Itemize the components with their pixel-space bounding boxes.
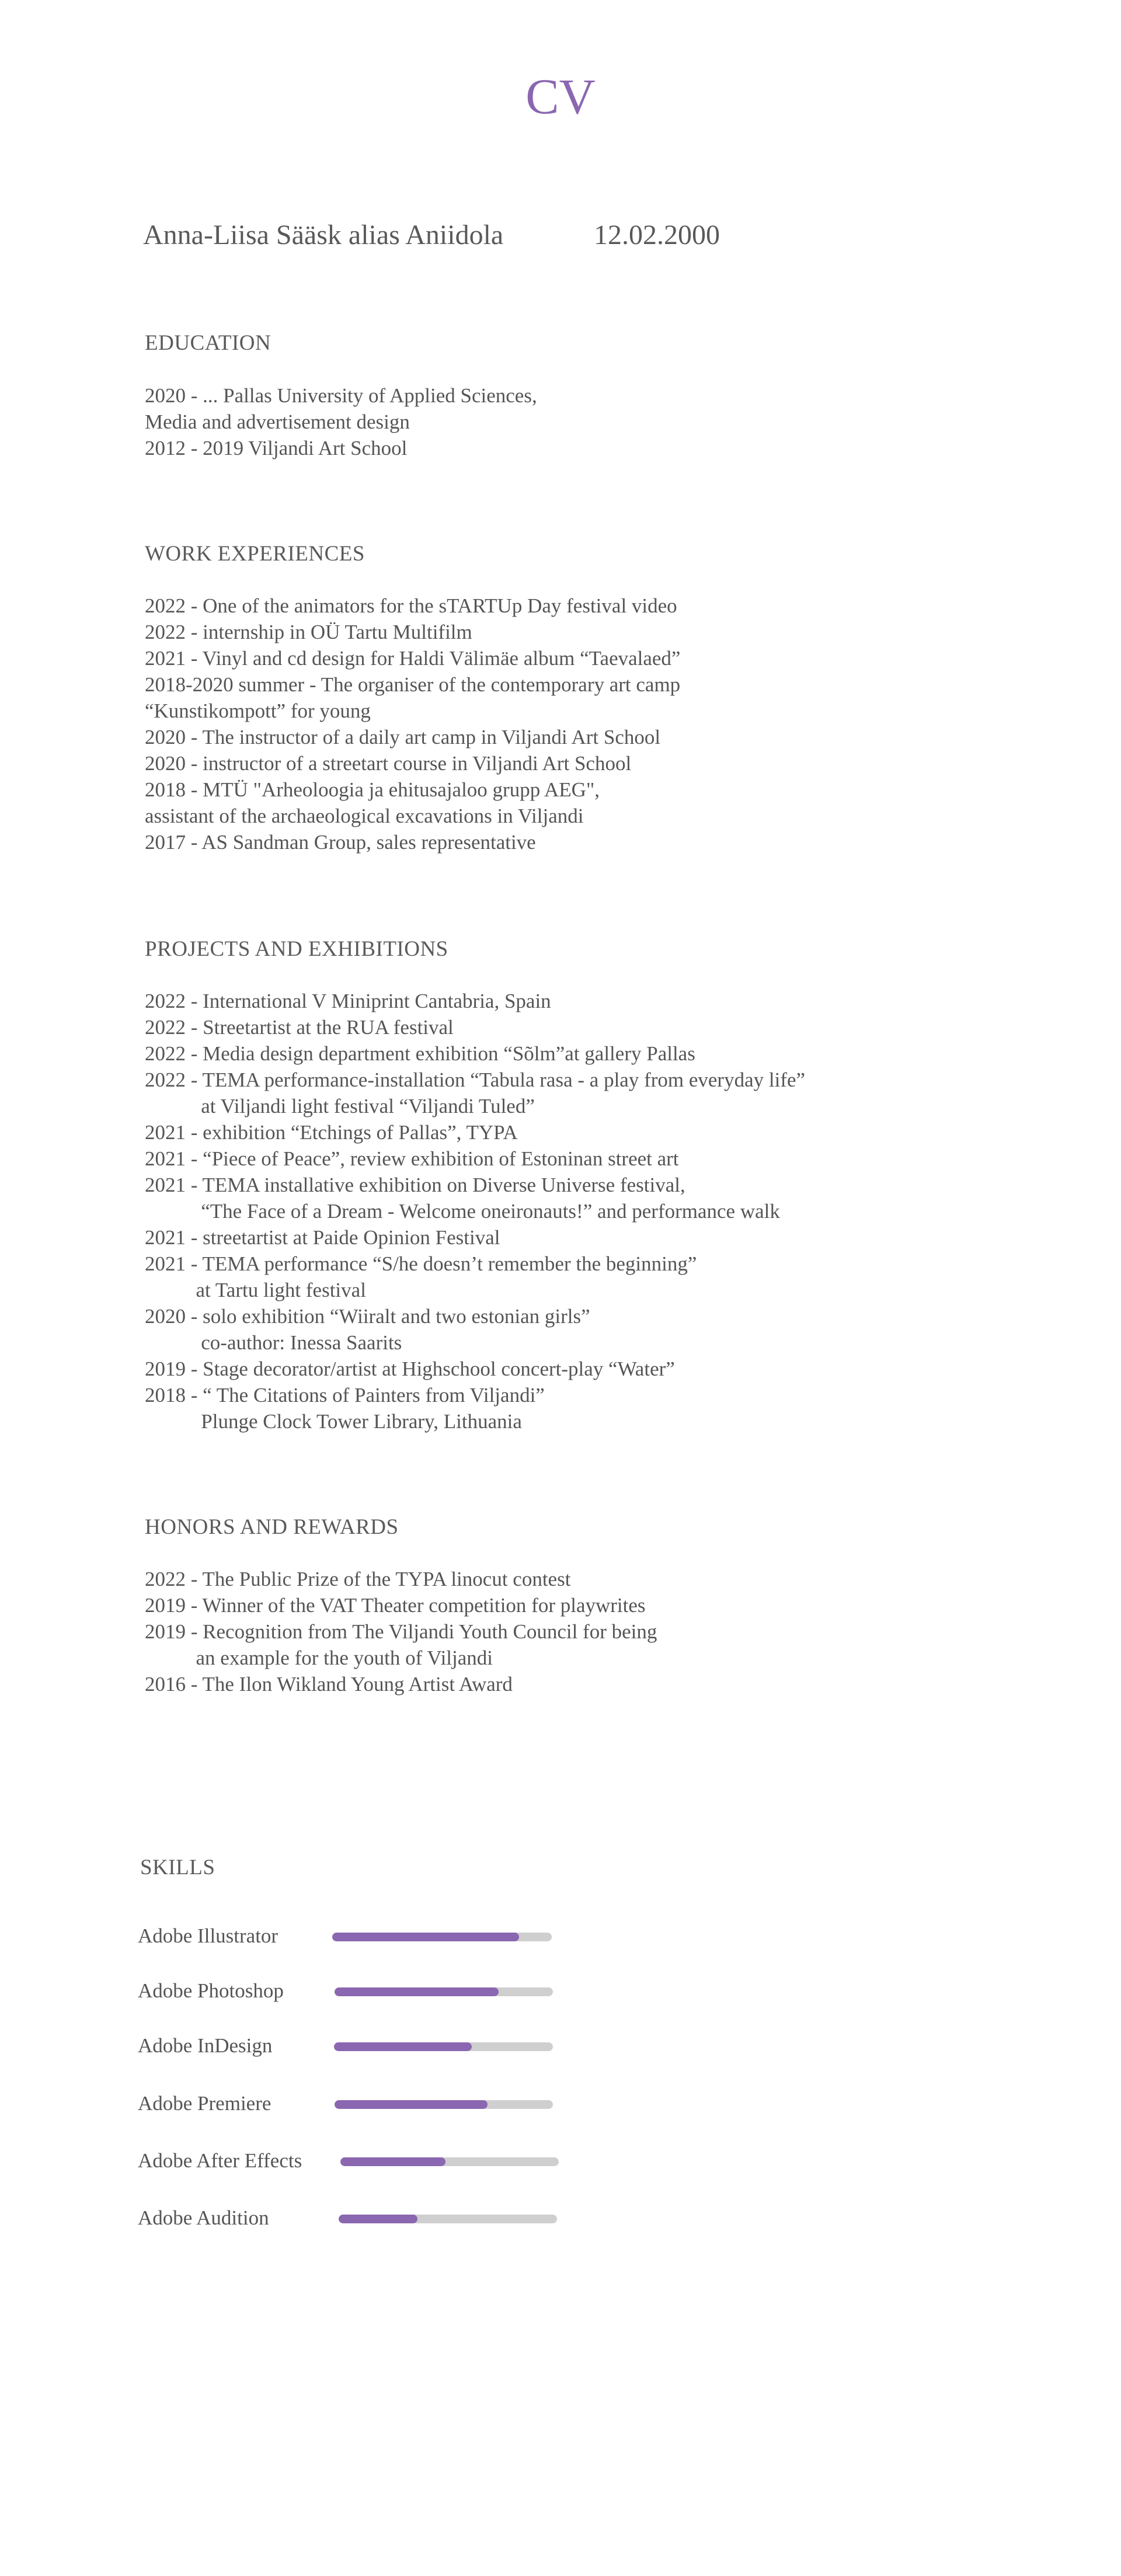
- honors-list: [145, 1566, 657, 1697]
- skill-label-premiere: Adobe Premiere: [138, 2092, 271, 2115]
- birth-date: 12.02.2000: [594, 220, 720, 250]
- list-item: “The Face of a Dream - Welcome oneironauts!” and performance walk: [145, 1200, 780, 1223]
- list-item: 2018 - “ The Citations of Painters from Viljandi”: [145, 1384, 545, 1407]
- projects-heading: PROJECTS AND EXHIBITIONS: [145, 937, 448, 961]
- skill-bar-photoshop: [335, 1987, 553, 1996]
- education-heading: EDUCATION: [145, 331, 271, 355]
- skill-bar-after-effects: [340, 2157, 559, 2166]
- skill-bar-fill: [335, 1987, 499, 1996]
- skill-bar-fill: [332, 1933, 519, 1941]
- list-item: 2017 - AS Sandman Group, sales representative: [145, 831, 536, 854]
- skill-label-after-effects: Adobe After Effects: [138, 2149, 302, 2172]
- skill-label-indesign: Adobe InDesign: [138, 2034, 273, 2057]
- list-item: 2016 - The Ilon Wikland Young Artist Award: [145, 1673, 513, 1696]
- skill-bar-fill: [339, 2215, 417, 2223]
- skill-label-photoshop: Adobe Photoshop: [138, 1979, 284, 2002]
- skill-bar-fill: [335, 2100, 488, 2109]
- list-item: 2012 - 2019 Viljandi Art School: [145, 437, 408, 459]
- work-heading: WORK EXPERIENCES: [145, 542, 365, 566]
- projects-list: [145, 988, 805, 1435]
- list-item: 2019 - Recognition from The Viljandi Youth Council for being: [145, 1620, 657, 1643]
- list-item: 2020 - The instructor of a daily art camp in Viljandi Art School: [145, 726, 661, 749]
- list-item: 2022 - internship in OÜ Tartu Multifilm: [145, 621, 472, 643]
- skill-bar-audition: [339, 2215, 557, 2223]
- list-item: 2022 - One of the animators for the sTARTUp Day festival video: [145, 594, 677, 617]
- list-item: 2018-2020 summer - The organiser of the contemporary art camp: [145, 673, 681, 696]
- skill-bar-premiere: [335, 2100, 553, 2109]
- list-item: co-author: Inessa Saarits: [145, 1331, 402, 1354]
- list-item: 2021 - TEMA installative exhibition on Diverse Universe festival,: [145, 1174, 685, 1196]
- skill-bar-indesign: [334, 2042, 553, 2051]
- list-item: 2019 - Winner of the VAT Theater competition for playwrites: [145, 1594, 646, 1617]
- list-item: 2022 - The Public Prize of the TYPA linocut contest: [145, 1568, 571, 1590]
- list-item: 2022 - Media design department exhibition “Sõlm”at gallery Pallas: [145, 1042, 695, 1065]
- skill-bar-fill: [334, 2042, 472, 2051]
- list-item: 2022 - TEMA performance-installation “Tabula rasa - a play from everyday life”: [145, 1068, 806, 1091]
- work-list: [145, 593, 680, 855]
- skill-label-illustrator: Adobe Illustrator: [138, 1924, 278, 1947]
- list-item: an example for the youth of Viljandi: [145, 1646, 493, 1669]
- skill-bar-illustrator: [332, 1933, 552, 1941]
- list-item: 2020 - instructor of a streetart course in Viljandi Art School: [145, 752, 632, 775]
- list-item: Plunge Clock Tower Library, Lithuania: [145, 1410, 522, 1433]
- list-item: assistant of the archaeological excavations in Viljandi: [145, 805, 584, 827]
- list-item: 2021 - exhibition “Etchings of Pallas”, TYPA: [145, 1121, 518, 1144]
- list-item: “Kunstikompott” for young: [145, 699, 371, 722]
- education-list: [145, 382, 537, 461]
- list-item: 2020 - ... Pallas University of Applied Sciences,: [145, 384, 537, 407]
- list-item: 2021 - “Piece of Peace”, review exhibition of Estoninan street art: [145, 1147, 679, 1170]
- list-item: 2021 - TEMA performance “S/he doesn’t remember the beginning”: [145, 1252, 697, 1275]
- list-item: 2021 - Vinyl and cd design for Haldi Välimäe album “Taevalaed”: [145, 647, 681, 670]
- list-item: at Viljandi light festival “Viljandi Tuled”: [145, 1095, 535, 1118]
- skill-bar-fill: [340, 2157, 445, 2166]
- list-item: 2019 - Stage decorator/artist at Highschool concert-play “Water”: [145, 1357, 675, 1380]
- list-item: 2021 - streetartist at Paide Opinion Festival: [145, 1226, 500, 1249]
- skill-label-audition: Adobe Audition: [138, 2206, 269, 2229]
- list-item: Media and advertisement design: [145, 410, 410, 433]
- page-title: CV: [525, 68, 596, 124]
- list-item: 2018 - MTÜ "Arheoloogia ja ehitusajaloo grupp AEG",: [145, 778, 600, 801]
- list-item: 2022 - International V Miniprint Cantabria, Spain: [145, 990, 551, 1012]
- list-item: at Tartu light festival: [145, 1279, 366, 1301]
- skills-heading: SKILLS: [140, 1856, 215, 1879]
- list-item: 2020 - solo exhibition “Wiiralt and two estonian girls”: [145, 1305, 590, 1328]
- honors-heading: HONORS AND REWARDS: [145, 1515, 399, 1539]
- list-item: 2022 - Streetartist at the RUA festival: [145, 1016, 454, 1039]
- person-name: Anna-Liisa Sääsk alias Aniidola: [143, 220, 504, 250]
